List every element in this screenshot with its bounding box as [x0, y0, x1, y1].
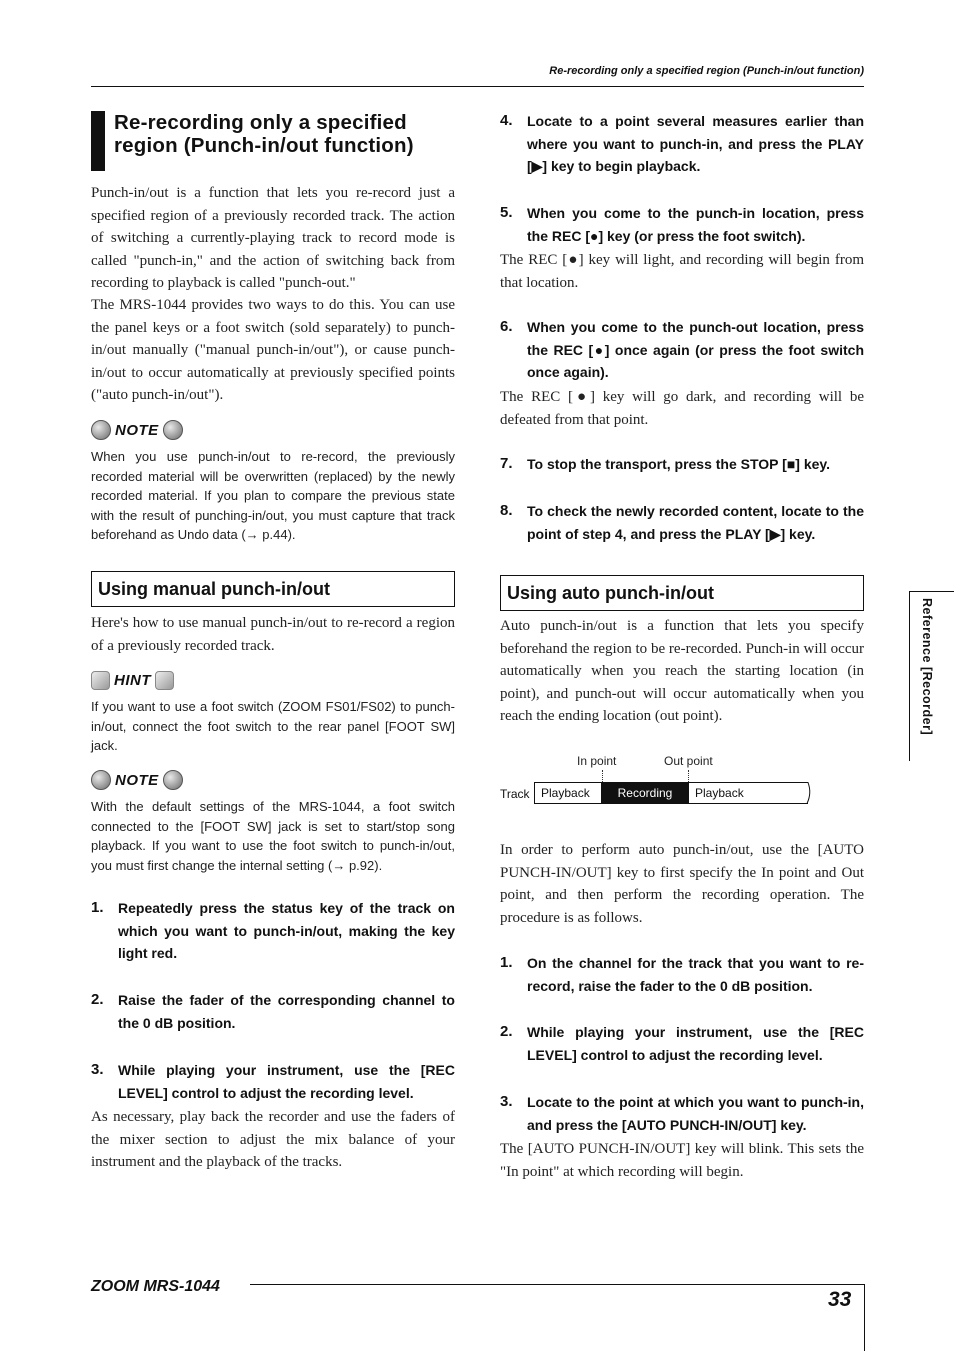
side-tab	[909, 591, 954, 761]
auto-step-1: 1. On the channel for the track that you want to re-record, raise the fader to the 0 dB position.	[500, 954, 864, 994]
punch-diagram	[500, 752, 820, 812]
manual-step-3: 3. While playing your instrument, use the [REC LEVEL] control to adjust the recording level.	[91, 1061, 455, 1101]
intro-p1: Punch-in/out is a function that lets you re-record just a specified region of a previously recorded track. The action of switching a currently-playing track to record mode is called "punch-in," and the action of switching back from recording to playback is called "punch-out."	[91, 185, 455, 291]
title-line-1: Re-recording only a specified	[114, 111, 407, 134]
footer-vertical-rule	[864, 1284, 865, 1351]
in-point-label: In point	[577, 754, 617, 768]
note-text-2: With the default settings of the MRS-1044, a foot switch connected to the [FOOT SW] jack is set to start/stop song playback. If you want to use the foot switch to punch-in/out, you must first change the internal setting (→ p.92).	[91, 799, 455, 873]
segment-playback-1: Playback	[534, 782, 602, 804]
intro-p2: The MRS-1044 provides two ways to do this. You can use the panel keys or a foot switch (sold separately) to punch-in/out manually ("manual punch-in/out"), or cause punch-in/out to occur automatically at previously specified points ("auto punch-in/out").	[91, 297, 455, 403]
auto-intro: Auto punch-in/out is a function that lets you specify beforehand the region to be re-recorded. Punch-in will occur automatically when you reach the starting location (in point), and punch-out will occur automatically when you reach the ending location (out point).	[500, 618, 864, 724]
segment-recording: Recording	[602, 782, 688, 804]
auto-step-3-after: The [AUTO PUNCH-IN/OUT] key will blink. This sets the "In point" at which recording will begin.	[500, 1141, 864, 1180]
step-8: 8. To check the newly recorded content, locate to the point of step 4, and press the PLAY [▶] key.	[500, 502, 864, 542]
running-head: Re-recording only a specified region (Punch-in/out function)	[549, 65, 864, 77]
track-label: Track	[500, 787, 530, 801]
step-6: 6. When you come to the punch-out location, press the REC [●] once again (or press the foot switch once again).	[500, 318, 864, 380]
hint-icon	[91, 671, 110, 690]
track-end-shape	[803, 782, 813, 804]
footer-rule	[250, 1284, 865, 1285]
hint-text: If you want to use a foot switch (ZOOM FS01/FS02) to punch-in/out, connect the foot switch to the rear panel [FOOT SW] jack.	[91, 699, 455, 753]
page-number: 33	[828, 1288, 852, 1311]
section-title	[91, 111, 455, 171]
note-badge-2: NOTE	[91, 769, 455, 791]
step-4: 4. Locate to a point several measures earlier than where you want to punch-in, and press the PLAY [▶] key to begin playback.	[500, 112, 864, 174]
segment-playback-2: Playback	[688, 782, 808, 804]
hint-badge: HINT	[91, 669, 455, 691]
note-badge-1: NOTE	[91, 419, 455, 441]
hint-icon	[155, 671, 174, 690]
auto-step-2: 2. While playing your instrument, use the [REC LEVEL] control to adjust the recording level.	[500, 1023, 864, 1063]
step-5: 5. When you come to the punch-in location, press the REC [●] key (or press the foot switch).	[500, 204, 864, 244]
manual-step-2: 2. Raise the fader of the corresponding channel to the 0 dB position.	[91, 991, 455, 1031]
auto-step-3: 3. Locate to the point at which you want to punch-in, and press the [AUTO PUNCH-IN/OUT] key.	[500, 1093, 864, 1133]
header-rule	[91, 86, 864, 87]
title-line-2: region (Punch-in/out function)	[114, 134, 414, 157]
footer-brand: ZOOM MRS-1044	[91, 1278, 220, 1295]
title-bar	[91, 111, 105, 171]
note-icon	[91, 770, 111, 790]
step-7: 7. To stop the transport, press the STOP [■] key.	[500, 455, 831, 472]
note-icon	[163, 420, 183, 440]
note-text-1: When you use punch-in/out to re-record, the previously recorded material will be overwritten (replaced) by the newly recorded material. If you plan to compare the previous state with the result of punching-in/out, you must capture that track beforehand as Undo data (→ p.44).	[91, 449, 455, 542]
note-icon	[163, 770, 183, 790]
note-icon	[91, 420, 111, 440]
step-5-after: The REC [●] key will light, and recording will begin from that location.	[500, 252, 864, 291]
out-point-label: Out point	[664, 754, 713, 768]
manual-intro: Here's how to use manual punch-in/out to re-record a region of a previously recorded track.	[91, 615, 455, 654]
manual-heading: Using manual punch-in/out	[91, 571, 455, 607]
manual-step-1: 1. Repeatedly press the status key of the track on which you want to punch-in/out, making the key light red.	[91, 899, 455, 961]
manual-after: As necessary, play back the recorder and use the faders of the mixer section to adjust the mix balance of your instrument and the playback of the tracks.	[91, 1109, 455, 1170]
step-6-after: The REC [●] key will go dark, and recording will be defeated from that point.	[500, 389, 864, 428]
auto-para: In order to perform auto punch-in/out, use the [AUTO PUNCH-IN/OUT] key to first specify the In point and Out point, and then perform the recording operation. The procedure is as follows.	[500, 842, 864, 926]
side-tab-label: Reference [Recorder]	[920, 598, 934, 736]
auto-heading: Using auto punch-in/out	[500, 575, 864, 611]
